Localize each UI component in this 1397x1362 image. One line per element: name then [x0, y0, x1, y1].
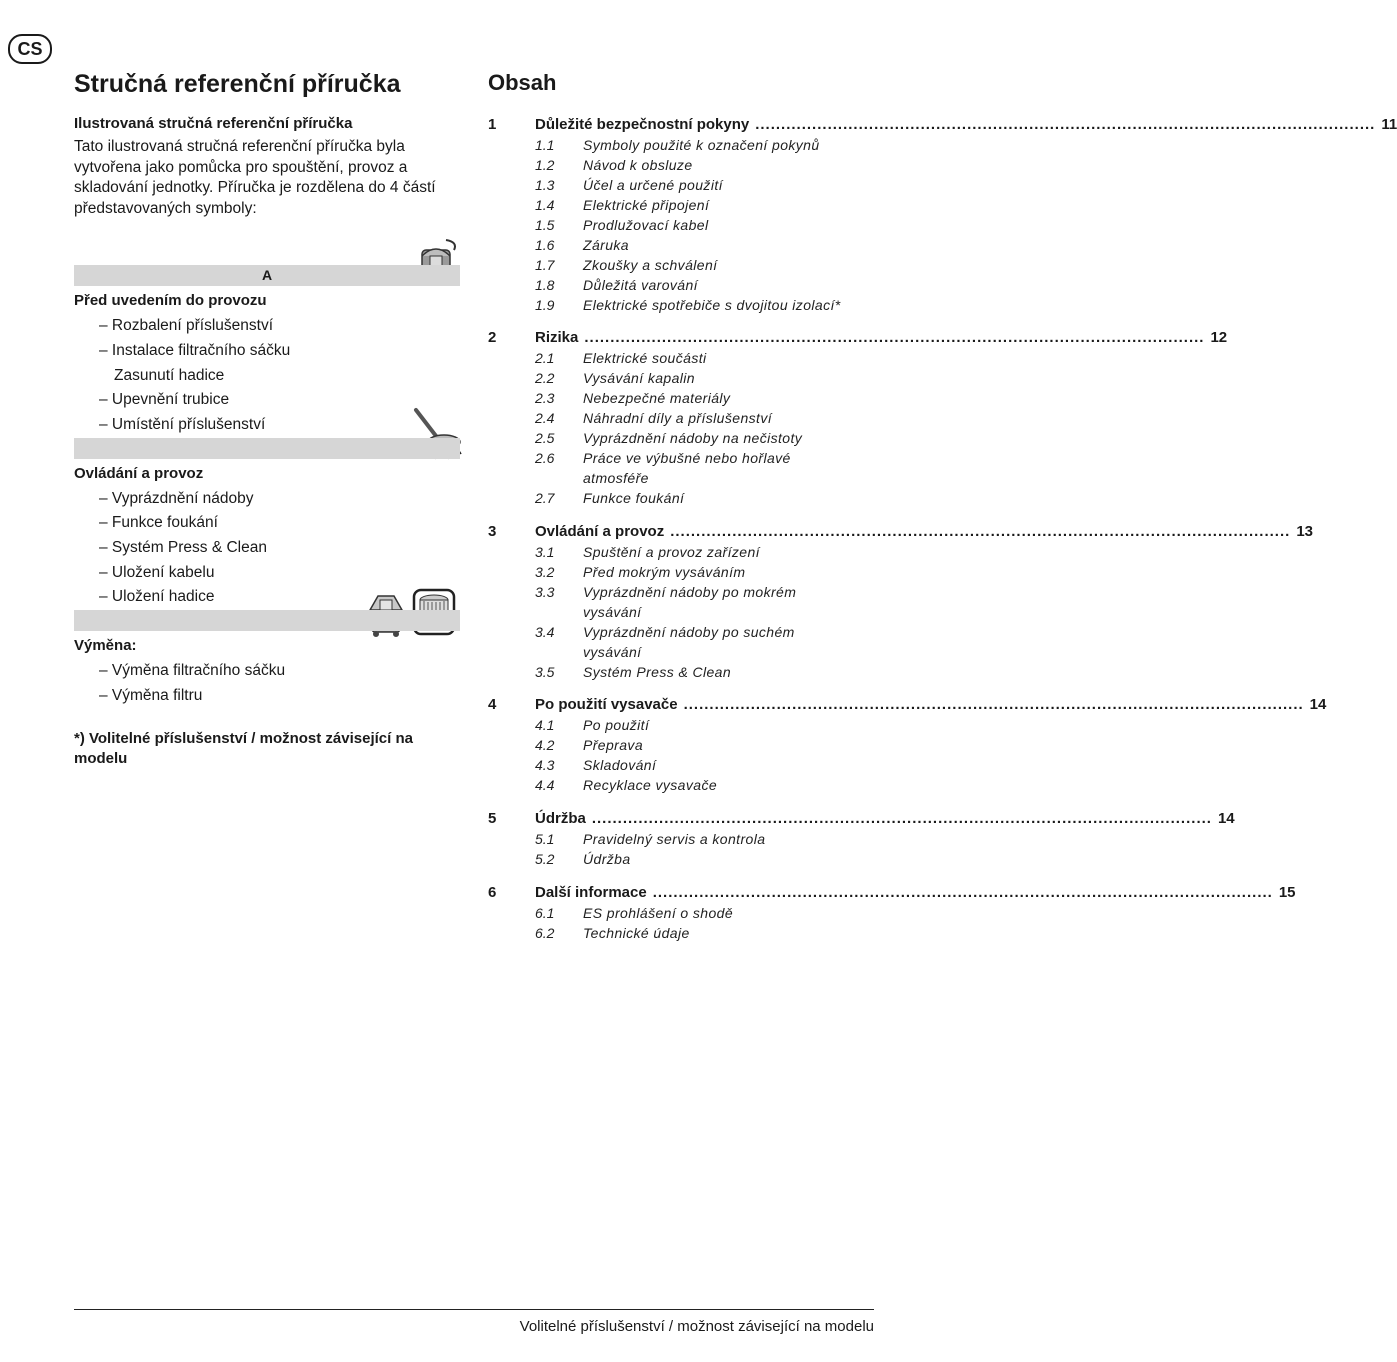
- toc-page-number: 11: [1381, 116, 1397, 133]
- toc-subsection-title[interactable]: Vyprázdnění nádoby na nečistoty: [583, 430, 803, 446]
- toc-chapter-entry[interactable]: [535, 696, 1327, 713]
- toc-subsection-title[interactable]: Vyprázdnění nádoby po suchém: [583, 624, 795, 640]
- toc-subsection-title[interactable]: Elektrické součásti: [583, 350, 707, 366]
- toc-subsection-number: 3.5: [535, 664, 555, 680]
- toc-chapter-entry[interactable]: [535, 523, 1313, 540]
- toc-page-number: 12: [1210, 329, 1228, 346]
- toc-subsection-number: 1.4: [535, 197, 555, 213]
- toc-chapter-number: 5: [488, 810, 497, 827]
- toc-chapter-entry[interactable]: [535, 329, 1228, 346]
- toc-subsection-number: 2.1: [535, 350, 555, 366]
- footer-divider: [74, 1309, 874, 1310]
- toc-page-number: 14: [1217, 810, 1235, 827]
- list-item: – Rozbalení příslušenství: [99, 317, 274, 334]
- toc-subsection-title[interactable]: Údržba: [583, 851, 631, 867]
- toc-subsection-number: 3.3: [535, 584, 555, 600]
- toc-chapter-title: Rizika: [535, 329, 579, 346]
- list-item: – Instalace filtračního sáčku: [99, 342, 291, 359]
- toc-subsection-number: 1.8: [535, 277, 555, 293]
- toc-subsection-title[interactable]: ES prohlášení o shodě: [583, 905, 734, 921]
- toc-subsection-number: 1.1: [535, 137, 555, 153]
- toc-subsection-title[interactable]: Před mokrým vysáváním: [583, 564, 746, 580]
- list-item: – Systém Press & Clean: [99, 539, 267, 556]
- section-bar-a: [74, 265, 460, 286]
- toc-chapter-title: Důležité bezpečnostní pokyny: [535, 116, 750, 133]
- toc-page-number: 14: [1309, 696, 1327, 713]
- toc-subsection-title[interactable]: Práce ve výbušné nebo hořlavé: [583, 450, 791, 466]
- toc-chapter-title: Ovládání a provoz: [535, 523, 665, 540]
- toc-subsection-title[interactable]: Důležitá varování: [583, 277, 698, 293]
- toc-subsection-title[interactable]: Technické údaje: [583, 925, 690, 941]
- toc-chapter-number: 6: [488, 884, 497, 901]
- page-title: Stručná referenční příručka: [74, 70, 401, 98]
- toc-subsection-title[interactable]: Recyklace vysavače: [583, 777, 718, 793]
- toc-subsection-title[interactable]: vysávání: [583, 604, 642, 620]
- toc-subsection-title[interactable]: Elektrické spotřebiče s dvojitou izolací*: [583, 297, 841, 313]
- list-item: – Výměna filtračního sáčku: [99, 662, 286, 679]
- list-item: – Výměna filtru: [99, 687, 203, 704]
- toc-subsection-number: 3.4: [535, 624, 555, 640]
- intro-paragraph: Tato ilustrovaná stručná referenční příručka byla vytvořena jako pomůcka pro spouštění, provoz a skladování jednotky. Příručka je rozdělena do 4 částí představovaných symboly:: [74, 138, 436, 217]
- toc-chapter-number: 4: [488, 696, 497, 713]
- toc-subsection-number: 1.9: [535, 297, 555, 313]
- toc-subsection-number: 2.6: [535, 450, 555, 466]
- toc-subsection-number: 1.6: [535, 237, 555, 253]
- toc-subsection-title[interactable]: Zkoušky a schválení: [583, 257, 718, 273]
- toc-chapter-number: 2: [488, 329, 497, 346]
- toc-heading: Obsah: [488, 70, 557, 95]
- toc-subsection-number: 1.3: [535, 177, 555, 193]
- list-item: – Upevnění trubice: [99, 391, 230, 408]
- toc-subsection-title[interactable]: Pravidelný servis a kontrola: [583, 831, 766, 847]
- footnote: *) Volitelné příslušenství / možnost závisející na modelu: [74, 730, 413, 767]
- section-bar-b: [74, 438, 460, 459]
- toc-subsection-number: 1.5: [535, 217, 555, 233]
- toc-subsection-title[interactable]: Elektrické připojení: [583, 197, 710, 213]
- toc-leader-dots: ........................................................................................................................: [584, 329, 1205, 346]
- toc-chapter-number: 1: [488, 116, 497, 133]
- toc-subsection-title[interactable]: Funkce foukání: [583, 490, 685, 506]
- section-title-before-operation: Před uvedením do provozu: [74, 292, 267, 309]
- toc-subsection-number: 4.4: [535, 777, 555, 793]
- toc-subsection-title[interactable]: Náhradní díly a příslušenství: [583, 410, 773, 426]
- toc-subsection-title[interactable]: Skladování: [583, 757, 657, 773]
- toc-subsection-number: 2.4: [535, 410, 555, 426]
- toc-chapter-title: Po použití vysavače: [535, 696, 678, 713]
- list-item: – Umístění příslušenství: [99, 416, 266, 433]
- toc-subsection-number: 1.7: [535, 257, 555, 273]
- toc-subsection-title[interactable]: Vysávání kapalin: [583, 370, 695, 386]
- toc-subsection-title[interactable]: Spuštění a provoz zařízení: [583, 544, 760, 560]
- toc-subsection-title[interactable]: Symboly použité k označení pokynů: [583, 137, 820, 153]
- toc-chapter-number: 3: [488, 523, 497, 540]
- toc-subsection-number: 5.2: [535, 851, 555, 867]
- toc-chapter-entry[interactable]: [535, 884, 1296, 901]
- toc-subsection-number: 6.2: [535, 925, 555, 941]
- toc-page-number: 15: [1278, 884, 1296, 901]
- list-item: – Funkce foukání: [99, 514, 218, 531]
- toc-subsection-number: 2.2: [535, 370, 555, 386]
- section-bar-a-label: A: [261, 267, 273, 283]
- toc-subsection-title[interactable]: Účel a určené použití: [583, 177, 723, 193]
- toc-subsection-number: 1.2: [535, 157, 555, 173]
- toc-subsection-title[interactable]: Po použití: [583, 717, 650, 733]
- toc-subsection-title[interactable]: atmosféře: [583, 470, 649, 486]
- toc-subsection-title[interactable]: Přeprava: [583, 737, 644, 753]
- section-title-replacement: Výměna:: [74, 637, 137, 654]
- toc-subsection-title[interactable]: Nebezpečné materiály: [583, 390, 731, 406]
- toc-chapter-entry[interactable]: [535, 116, 1397, 133]
- list-item: Zasunutí hadice: [114, 367, 225, 384]
- toc-subsection-title[interactable]: Vyprázdnění nádoby po mokrém: [583, 584, 797, 600]
- section-title-operation: Ovládání a provoz: [74, 465, 204, 482]
- toc-leader-dots: ........................................................................................................................: [755, 116, 1376, 133]
- toc-subsection-number: 4.3: [535, 757, 555, 773]
- toc-subsection-number: 4.1: [535, 717, 555, 733]
- toc-subsection-number: 3.2: [535, 564, 555, 580]
- toc-subsection-title[interactable]: Systém Press & Clean: [583, 664, 732, 680]
- toc-subsection-title[interactable]: Záruka: [583, 237, 629, 253]
- intro-subheading: Ilustrovaná stručná referenční příručka: [74, 115, 353, 132]
- toc-subsection-number: 2.3: [535, 390, 555, 406]
- list-item: – Uložení kabelu: [99, 564, 215, 581]
- list-item: – Vyprázdnění nádoby: [99, 490, 254, 507]
- toc-subsection-number: 6.1: [535, 905, 555, 921]
- toc-leader-dots: ........................................................................................................................: [670, 523, 1291, 540]
- toc-chapter-title: Údržba: [535, 810, 586, 827]
- toc-leader-dots: ........................................................................................................................: [652, 884, 1273, 901]
- list-item: – Uložení hadice: [99, 588, 215, 605]
- toc-subsection-title[interactable]: Prodlužovací kabel: [583, 217, 709, 233]
- toc-leader-dots: ........................................................................................................................: [683, 696, 1304, 713]
- toc-leader-dots: ........................................................................................................................: [591, 810, 1212, 827]
- toc-page-number: 13: [1296, 523, 1313, 540]
- toc-subsection-title[interactable]: Návod k obsluze: [583, 157, 693, 173]
- toc-chapter-title: Další informace: [535, 884, 647, 901]
- toc-subsection-number: 2.7: [535, 490, 555, 506]
- toc-subsection-number: 2.5: [535, 430, 555, 446]
- toc-subsection-title[interactable]: vysávání: [583, 644, 642, 660]
- toc-subsection-number: 3.1: [535, 544, 555, 560]
- toc-subsection-number: 4.2: [535, 737, 555, 753]
- toc-subsection-number: 5.1: [535, 831, 555, 847]
- section-bar-c: [74, 610, 460, 631]
- toc-chapter-entry[interactable]: [535, 810, 1235, 827]
- footer-note: Volitelné příslušenství / možnost závisející na modelu: [519, 1318, 874, 1335]
- language-badge: CS: [8, 34, 52, 64]
